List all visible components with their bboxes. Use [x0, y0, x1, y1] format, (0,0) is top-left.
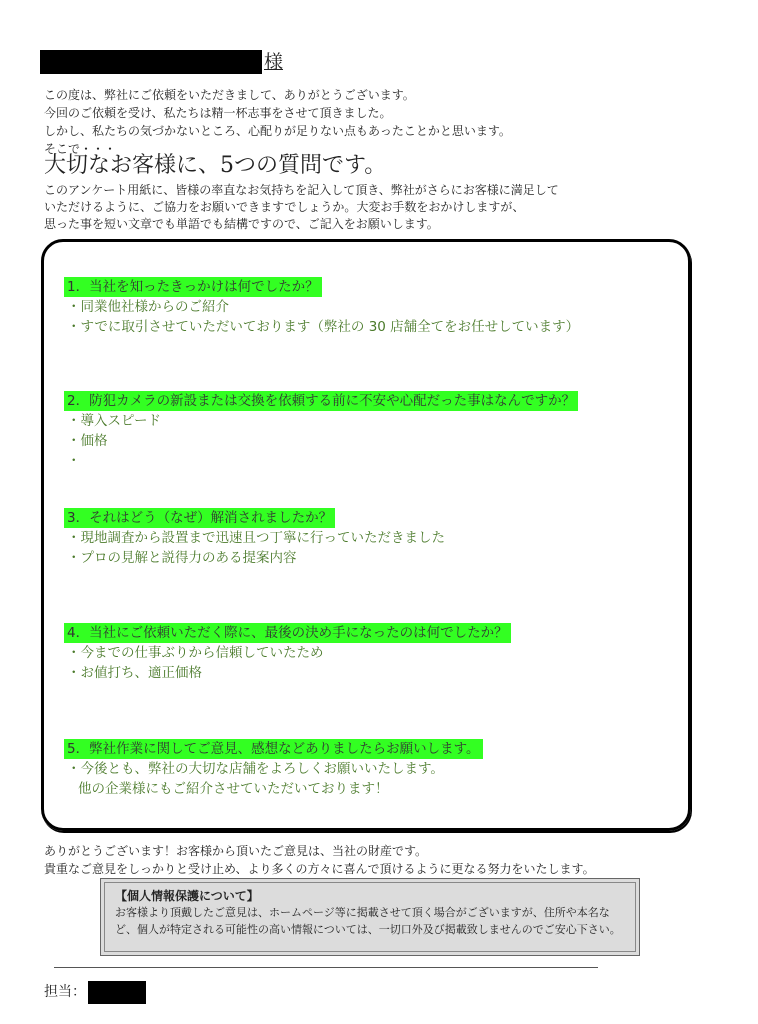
intro-line: この度は、弊社にご依頼をいただきまして、ありがとうございます。 — [44, 88, 415, 102]
intro-line: そこで・・・ — [44, 142, 117, 156]
answer-line: ・現地調査から設置まで迅速且つ丁寧に行っていただきました — [67, 530, 445, 546]
closing-line: 貴重なご意見をしっかりと受け止め、より多くの方々に喜んで頂けるように更なる努力をいたします。 — [44, 862, 595, 876]
headline-post: つの質問です。 — [234, 153, 387, 178]
staff-label: 担当： — [44, 984, 86, 1000]
survey-box — [41, 239, 691, 831]
description-line: このアンケート用紙に、皆様の率直なお気持ちを記入して頂き、弊社がさらにお客様に満足して — [44, 183, 559, 197]
headline-pre: 大切なお客様に、 — [44, 153, 221, 178]
question-title: 5．弊社作業に関してご意見、感想などありましたらお願いします。 — [64, 739, 483, 759]
description-paragraph — [44, 182, 724, 233]
answer-line: ・同業他社様からのご紹介 — [67, 299, 229, 315]
question-title: 2．防犯カメラの新設または交換を依頼する前に不安や心配だった事はなんですか？ — [64, 391, 578, 411]
divider — [54, 967, 598, 968]
question-title: 4．当社にご依頼いただく際に、最後の決め手になったのは何でしたか？ — [64, 623, 511, 643]
answer-continuation: 他の企業様にもご紹介させていただいております！ — [78, 781, 389, 797]
intro-line: しかし、私たちの気づかないところ、心配りが足りない点もあったことかと思います。 — [44, 124, 511, 138]
salutation — [40, 48, 283, 74]
intro-paragraph — [44, 86, 724, 158]
privacy-notice — [100, 878, 640, 956]
description-line: 思った事を短い文章でも単語でも結構ですので、ご記入をお願いします。 — [44, 217, 439, 231]
answer-line: ・今までの仕事ぶりから信頼していたため — [67, 645, 324, 661]
answer-line: ・プロの見解と説得力のある提案内容 — [67, 550, 297, 566]
answer-line: ・すでに取引させていただいております（弊社の 30 店舗全てをお任せしています） — [67, 319, 580, 335]
answer-line: ・導入スピード — [67, 413, 161, 429]
answer-line: ・今後とも、弊社の大切な店舗をよろしくお願いいたします。 — [67, 761, 444, 777]
honorific-suffix: 様 — [264, 51, 284, 73]
intro-line: 今回のご依頼を受け、私たちは精一杯志事をさせて頂きました。 — [44, 106, 392, 120]
question-title: 3．それはどう（なぜ）解消されましたか？ — [64, 508, 335, 528]
description-line: いただけるように、ご協力をお願いできますでしょうか。大変お手数をおかけしますが、 — [44, 200, 525, 214]
question-4 — [64, 622, 664, 683]
headline — [44, 151, 386, 181]
answer-line: ・ — [67, 453, 81, 469]
question-3 — [64, 507, 664, 568]
question-2 — [64, 390, 664, 471]
answer-line: ・価格 — [67, 433, 108, 449]
answer-line: ・お値打ち、適正価格 — [67, 665, 202, 681]
redacted-staff-name — [88, 981, 146, 1004]
closing-paragraph — [44, 842, 724, 878]
redacted-customer-name — [40, 50, 262, 74]
staff-line — [44, 980, 146, 1004]
question-1 — [64, 276, 664, 337]
privacy-title: 【個人情報保護について】 — [115, 889, 259, 903]
headline-number: 5 — [220, 153, 235, 178]
question-title: 1．当社を知ったきっかけは何でしたか？ — [64, 277, 322, 297]
closing-line: ありがとうございます！お客様から頂いたご意見は、当社の財産です。 — [44, 844, 428, 858]
privacy-body: お客様より頂戴したご意見は、ホームページ等に掲載させて頂く場合がございますが、住所や本名など、個人が特定される可能性の高い情報については、一切口外及び掲載致しませんのでご安心下さい。 — [115, 906, 621, 936]
question-5 — [64, 738, 664, 799]
